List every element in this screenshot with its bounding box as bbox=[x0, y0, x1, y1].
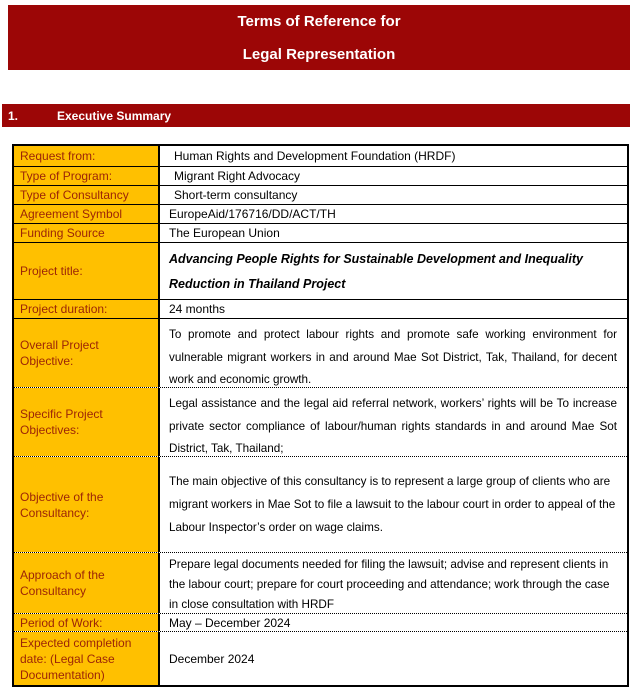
document-title-banner bbox=[8, 5, 630, 70]
table-row-request-from bbox=[14, 146, 627, 166]
document-title-line2: Legal Representation bbox=[242, 46, 396, 63]
row-value: The main objective of this consultancy is to represent a large group of clients who are migrant workers in Mae Sot to file a lawsuit to the labour court in order to appeal of the Labour Inspector’s order on wage claims. bbox=[160, 457, 627, 552]
executive-summary-table bbox=[12, 144, 629, 687]
table-row-period-of-work bbox=[14, 613, 627, 631]
table-row-agreement-symbol bbox=[14, 204, 627, 223]
row-value: EuropeAid/176716/DD/ACT/TH bbox=[160, 205, 627, 223]
row-label: Type of Program: bbox=[14, 167, 160, 185]
table-row-objective-of-the-consultancy bbox=[14, 456, 627, 552]
row-value: To promote and protect labour rights and promote safe working environment for vulnerable migrant workers in and around Mae Sot District, Tak, Thailand, for decent work and economic growth. bbox=[160, 319, 627, 387]
table-row-project-title bbox=[14, 242, 627, 299]
row-value: December 2024 bbox=[160, 632, 627, 685]
table-row-funding-source bbox=[14, 223, 627, 242]
row-label: Funding Source bbox=[14, 224, 160, 242]
document-title-line1: Terms of Reference for bbox=[237, 13, 401, 30]
row-label: Period of Work: bbox=[14, 614, 160, 631]
table-row-type-of-consultancy bbox=[14, 185, 627, 204]
row-value: Short-term consultancy bbox=[160, 186, 627, 204]
table-row-specific-project-objectives bbox=[14, 387, 627, 456]
row-value: Advancing People Rights for Sustainable Development and Inequality Reduction in Thailand Project bbox=[160, 243, 627, 299]
row-label: Expected completion date: (Legal Case Documentation) bbox=[14, 632, 160, 685]
row-value: The European Union bbox=[160, 224, 627, 242]
table-row-overall-project-objective bbox=[14, 318, 627, 387]
row-label: Overall Project Objective: bbox=[14, 319, 160, 387]
row-value: May – December 2024 bbox=[160, 614, 627, 631]
row-label: Agreement Symbol bbox=[14, 205, 160, 223]
row-label: Request from: bbox=[14, 146, 160, 166]
row-label: Type of Consultancy bbox=[14, 186, 160, 204]
row-value: Human Rights and Development Foundation (HRDF) bbox=[160, 146, 627, 166]
table-row-type-of-program bbox=[14, 166, 627, 185]
row-label: Approach of the Consultancy bbox=[14, 553, 160, 613]
table-row-expected-completion-date bbox=[14, 631, 627, 685]
row-label: Objective of the Consultancy: bbox=[14, 457, 160, 552]
section-header-executive-summary bbox=[2, 104, 630, 127]
row-label: Project duration: bbox=[14, 300, 160, 318]
row-label: Specific Project Objectives: bbox=[14, 388, 160, 456]
row-label: Project title: bbox=[14, 243, 160, 299]
row-value: 24 months bbox=[160, 300, 627, 318]
section-number: 1. bbox=[8, 108, 19, 123]
table-row-project-duration bbox=[14, 299, 627, 318]
table-row-approach-of-the-consultancy bbox=[14, 552, 627, 613]
section-title: Executive Summary bbox=[57, 108, 172, 123]
row-value: Migrant Right Advocacy bbox=[160, 167, 627, 185]
row-value: Legal assistance and the legal aid referral network, workers’ rights will be To increase private sector compliance of labour/human rights standards in and around Mae Sot District, Tak, Thailand; bbox=[160, 388, 627, 456]
row-value: Prepare legal documents needed for filing the lawsuit; advise and represent clients in the labour court; prepare for court proceeding and attendance; work through the case in close consultation with HRDF bbox=[160, 553, 627, 613]
